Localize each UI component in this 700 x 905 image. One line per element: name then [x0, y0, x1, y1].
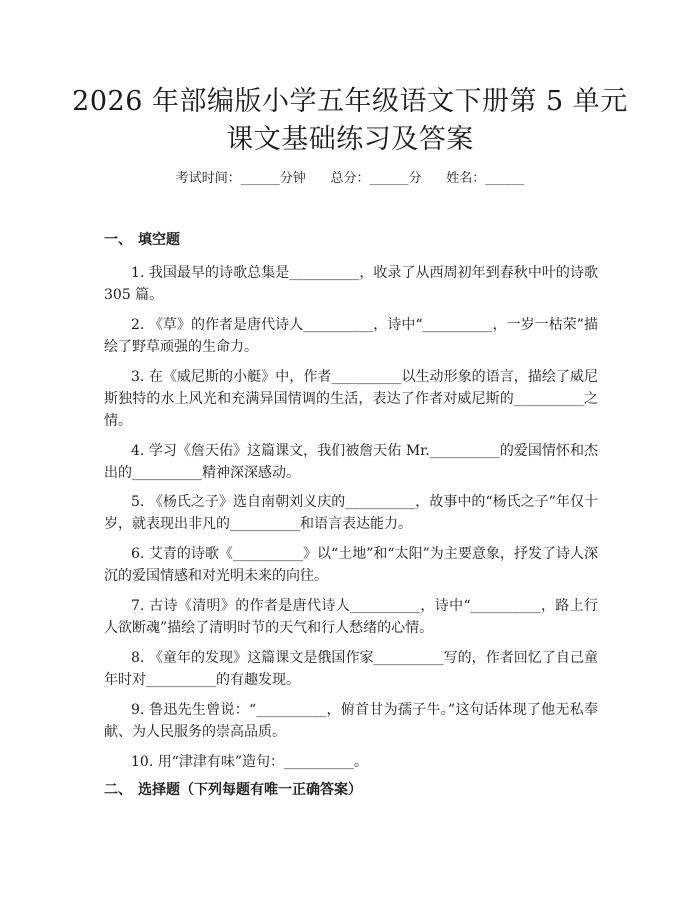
- question-3: 3. 在《威尼斯的小艇》中，作者__________以生动形象的语言，描绘了威尼斯独特的水上风光和充满异国情调的生活，表达了作者对威尼斯的__________之情。: [104, 369, 598, 429]
- question-2: 2. 《草》的作者是唐代诗人__________，诗中“__________，一岁一枯荣”描绘了野草顽强的生命力。: [104, 317, 598, 355]
- page-title-line-2: 课文基础练习及答案: [226, 124, 474, 155]
- question-9: 9. 鲁迅先生曾说：“__________，俯首甘为孺子牛。”这句话体现了他无私奉献、为人民服务的崇高品质。: [104, 702, 598, 740]
- section-heading-fill-in: [104, 230, 180, 250]
- exam-info-line: 考试时间：______分钟 总分：______分 姓名：______: [175, 171, 525, 186]
- question-1: 1. 我国最早的诗歌总集是__________，收录了从西周初年到春秋中叶的诗歌 305 篇。: [104, 265, 598, 303]
- section-title: 选择题（下列每题有唯一正确答案）: [138, 782, 362, 798]
- question-5: 5. 《杨氏之子》选自南朝刘义庆的__________，故事中的“杨氏之子”年仅十岁，就表现出非凡的__________和语言表达能力。: [104, 494, 598, 532]
- section-number: 一、: [104, 232, 132, 248]
- section-title: 填空题: [138, 232, 180, 248]
- question-6: 6. 艾青的诗歌《__________》以“土地”和“太阳”为主要意象，抒发了诗人深沉的爱国情感和对光明未来的向往。: [104, 546, 598, 584]
- section-number: 二、: [104, 782, 132, 798]
- page-title-line-1: 2026 年部编版小学五年级语文下册第 5 单元: [72, 86, 628, 117]
- section-heading-multiple-choice: [104, 780, 362, 800]
- question-10: 10. 用“津津有味”造句：__________。: [131, 754, 369, 770]
- question-4: 4. 学习《詹天佑》这篇课文，我们被詹天佑 Mr.__________的爱国情怀和杰出的__________精神深深感动。: [104, 443, 598, 481]
- question-7: 7. 古诗《清明》的作者是唐代诗人__________，诗中“__________，路上行人欲断魂”描绘了清明时节的天气和行人愁绪的心情。: [104, 598, 598, 636]
- question-8: 8. 《童年的发现》这篇课文是俄国作家__________写的，作者回忆了自己童年时对__________的有趣发现。: [104, 650, 598, 688]
